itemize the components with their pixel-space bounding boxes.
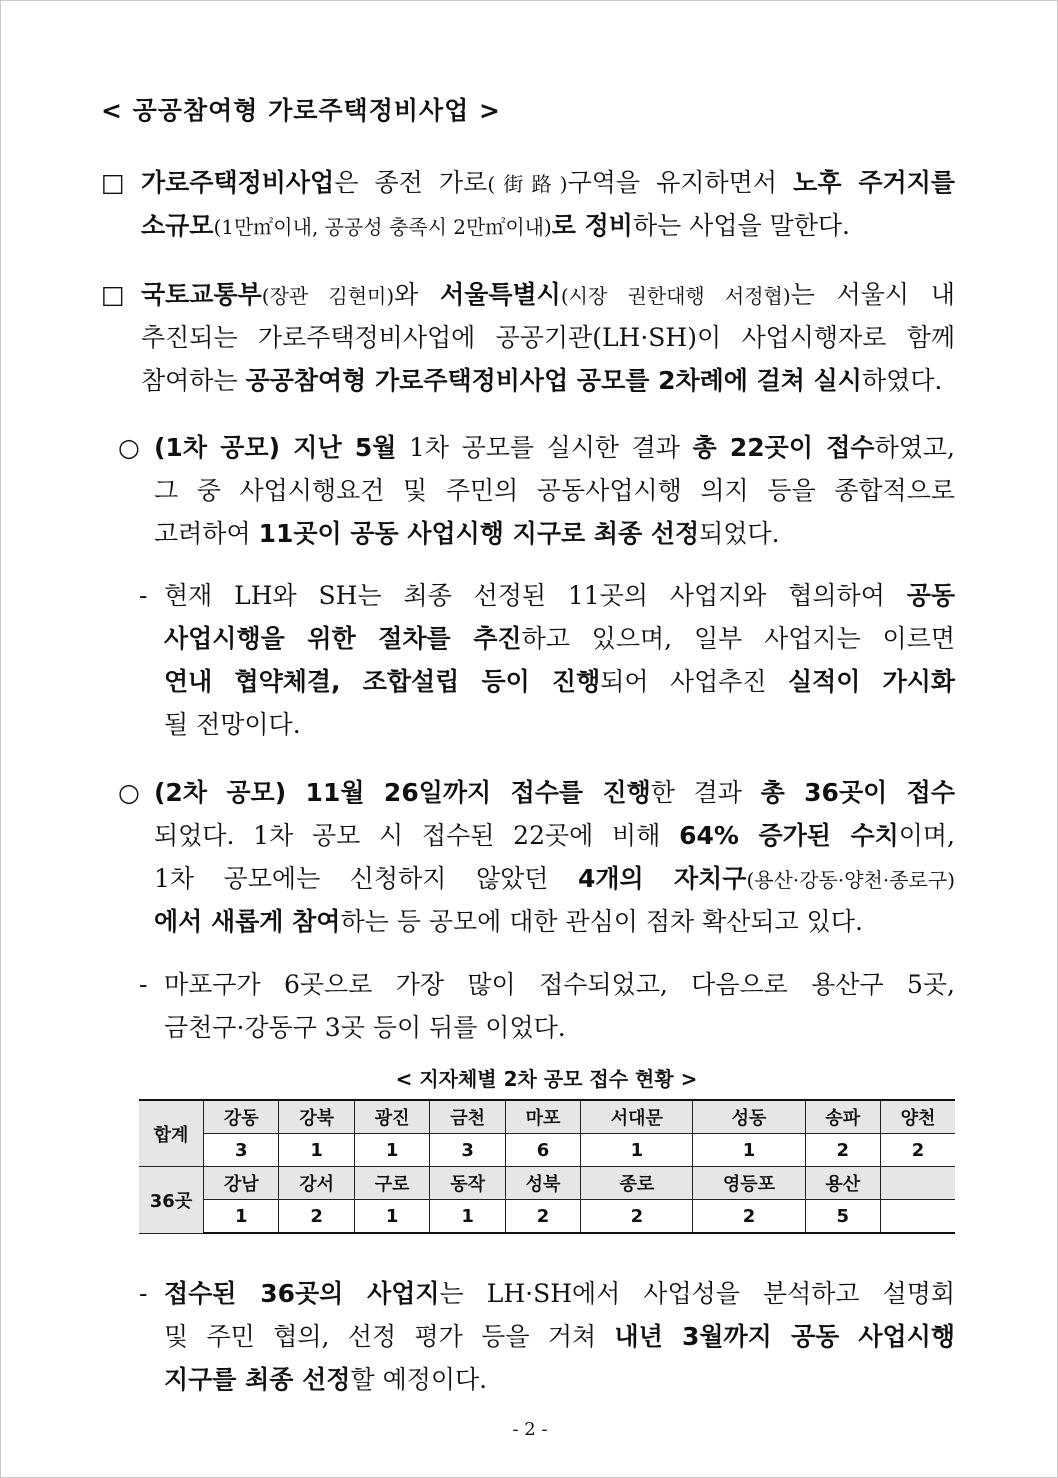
district-name: 마포 — [505, 1100, 580, 1134]
paragraph-ranking — [164, 963, 955, 1049]
dash-bullet-2: - — [139, 970, 148, 999]
next-steps-line-1: 접수된 36곳의 사업지는 LH·SH에서 사업성을 분석하고 설명회 — [164, 1279, 955, 1308]
page-number: - 2 - — [512, 1419, 548, 1440]
first-contest-line-1: (1차 공모) 지난 5월 1차 공모를 실시한 결과 총 22곳이 접수하였고, — [154, 433, 955, 462]
paragraph-2 — [141, 273, 955, 402]
district-count — [881, 1200, 956, 1234]
next-steps-line-3: 지구를 최종 선정할 예정이다. — [164, 1365, 488, 1394]
paragraph-first-contest — [154, 426, 955, 555]
first-contest-line-2: 그 중 사업시행요건 및 주민의 공동사업시행 의지 등을 종합적으로 — [154, 476, 955, 505]
dash-bullet-1: - — [139, 581, 148, 610]
district-count: 6 — [505, 1134, 580, 1167]
paragraph-1-line-2: 소규모(1만㎡이내, 공공성 충족시 2만㎡이내)로 정비하는 사업을 말한다. — [141, 211, 850, 240]
first-contest-line-3: 고려하여 11곳이 공동 사업시행 지구로 최종 선정되었다. — [154, 519, 780, 548]
submission-table — [139, 1099, 955, 1234]
checkbox-bullet-2: □ — [101, 280, 125, 309]
district-count: 2 — [693, 1200, 805, 1234]
paragraph-1 — [141, 161, 955, 247]
district-name: 강북 — [279, 1100, 354, 1134]
district-name: 성북 — [505, 1167, 580, 1200]
paragraph-2-line-3: 참여하는 공공참여형 가로주택정비사업 공모를 2차례에 걸쳐 실시하였다. — [141, 366, 943, 395]
progress-line-1: 현재 LH와 SH는 최종 선정된 11곳의 사업지와 협의하여 공동 — [164, 581, 955, 610]
district-count: 3 — [430, 1134, 505, 1167]
paragraph-next-steps — [164, 1272, 955, 1401]
circle-bullet-2: ○ — [118, 778, 140, 807]
district-count: 1 — [279, 1134, 354, 1167]
district-count: 3 — [204, 1134, 279, 1167]
district-count: 1 — [354, 1200, 429, 1234]
district-count: 1 — [354, 1134, 429, 1167]
district-count: 2 — [881, 1134, 956, 1167]
district-name: 양천 — [881, 1100, 956, 1134]
paragraph-2-line-2: 추진되는 가로주택정비사업에 공공기관(LH·SH)이 사업시행자로 함께 — [141, 323, 955, 352]
section-title: < 공공참여형 가로주택정비사업 > — [101, 96, 501, 125]
second-contest-line-2: 되었다. 1차 공모 시 접수된 22곳에 비해 64% 증가된 수치이며, — [154, 821, 955, 850]
district-count: 2 — [279, 1200, 354, 1234]
district-name: 용산 — [805, 1167, 880, 1200]
district-count: 2 — [505, 1200, 580, 1234]
district-count: 1 — [693, 1134, 805, 1167]
district-count: 1 — [204, 1200, 279, 1234]
district-name: 송파 — [805, 1100, 880, 1134]
table-title: < 지자체별 2차 공모 접수 현황 > — [395, 1067, 698, 1091]
paragraph-2-line-1: 국토교통부(장관 김현미)와 서울특별시(시장 권한대행 서정협)는 서울시 내 — [141, 280, 955, 309]
district-name: 종로 — [581, 1167, 693, 1200]
table-row — [139, 1200, 955, 1234]
second-contest-line-3: 1차 공모에는 신청하지 않았던 4개의 자치구(용산·강동·양천·종로구) — [154, 864, 955, 893]
progress-line-4: 될 전망이다. — [164, 710, 301, 739]
table-label-count: 36곳 — [139, 1167, 204, 1234]
district-name: 광진 — [354, 1100, 429, 1134]
paragraph-1-line-1: 가로주택정비사업은 종전 가로(街路)구역을 유지하면서 노후 주거지를 — [141, 168, 956, 197]
ranking-line-1: 마포구가 6곳으로 가장 많이 접수되었고, 다음으로 용산구 5곳, — [164, 970, 955, 999]
progress-line-3: 연내 협약체결, 조합설립 등이 진행되어 사업추진 실적이 가시화 — [164, 667, 955, 696]
table-row — [139, 1100, 955, 1134]
district-count: 1 — [430, 1200, 505, 1234]
district-name: 영등포 — [693, 1167, 805, 1200]
dash-bullet-3: - — [139, 1279, 148, 1308]
second-contest-line-4: 에서 새롭게 참여하는 등 공모에 대한 관심이 점차 확산되고 있다. — [154, 907, 863, 936]
ranking-line-2: 금천구·강동구 3곳 등이 뒤를 이었다. — [164, 1013, 566, 1042]
paragraph-progress — [164, 574, 955, 746]
district-count: 1 — [581, 1134, 693, 1167]
district-name: 강서 — [279, 1167, 354, 1200]
district-name: 구로 — [354, 1167, 429, 1200]
paragraph-second-contest — [154, 771, 955, 943]
district-name: 서대문 — [581, 1100, 693, 1134]
district-count: 2 — [805, 1134, 880, 1167]
district-count: 5 — [805, 1200, 880, 1234]
district-name: 강동 — [204, 1100, 279, 1134]
district-name: 금천 — [430, 1100, 505, 1134]
checkbox-bullet-1: □ — [101, 168, 125, 197]
district-name — [881, 1167, 956, 1200]
table-label-total: 합계 — [139, 1100, 204, 1167]
district-count: 2 — [581, 1200, 693, 1234]
district-name: 성동 — [693, 1100, 805, 1134]
district-name: 동작 — [430, 1167, 505, 1200]
second-contest-line-1: (2차 공모) 11월 26일까지 접수를 진행한 결과 총 36곳이 접수 — [154, 778, 955, 807]
table-row — [139, 1167, 955, 1200]
next-steps-line-2: 및 주민 협의, 선정 평가 등을 거쳐 내년 3월까지 공동 사업시행 — [164, 1322, 955, 1351]
district-name: 강남 — [204, 1167, 279, 1200]
table-row — [139, 1134, 955, 1167]
circle-bullet-1: ○ — [118, 433, 140, 462]
progress-line-2: 사업시행을 위한 절차를 추진하고 있으며, 일부 사업지는 이르면 — [164, 624, 955, 653]
